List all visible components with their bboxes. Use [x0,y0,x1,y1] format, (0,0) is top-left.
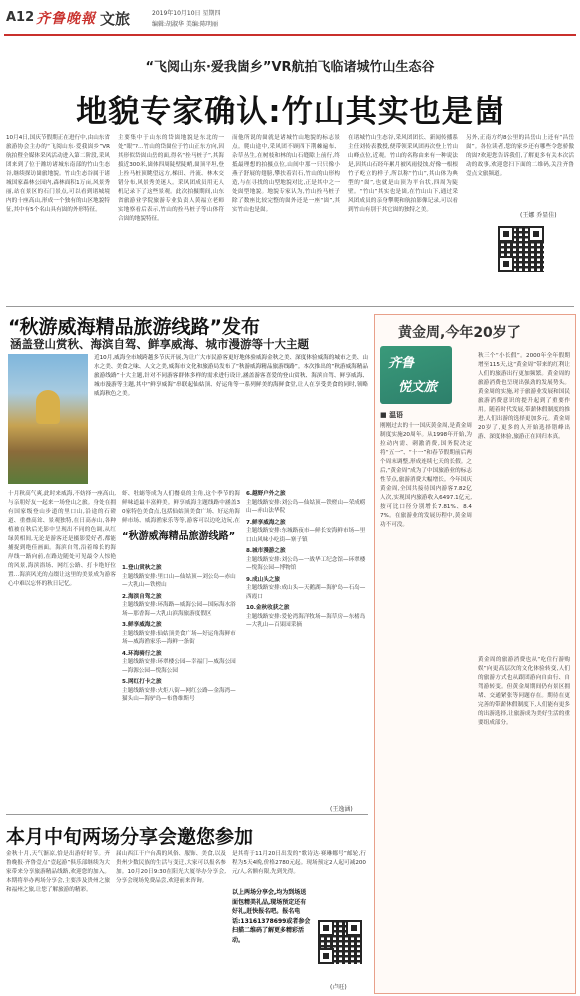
route-text: 主题线路安排:环翠楼公园—幸福门—威海公园—海源公园—悦海公园 [122,659,236,674]
article3-headline: 本月中旬两场分享会邀您参加 [6,826,254,848]
route-title: 10.金秋收获之旅 [246,605,290,611]
article3-body-col-2: 届山西江干户台禹的风俗、服饰、美食,以及贵州少数民族的生活与变迁,大家可以报名参加。10月20日9:30在阳光大厦举办分享会,分享会现场免费品尝,欢迎前来咨询。 [116,851,226,884]
article3-promo: 以上两场分享会,均为到场送面包精美礼品,现场预定还有好礼,赶快报名吧。报名电话:13161378699或者参会扫描二维码了解更多精彩活动。 [232,889,311,944]
route-item [122,650,240,676]
header-rule [4,34,576,36]
article-body-col-4: 在诸城竹山生态谷,采风团团长、新闻传播系主任刘传表教授,便带领采风团再次登上竹山山峰点位,近观。竹山的名称由来有一种说法是,因其山石经年累月被风雨侵蚀,好像一根根竹子屹立的样子,所以称“竹山”,其山体为典型的“崮”,也就是山顶为平台状,四周为陡壁。“竹山”其实也是崮,在竹山山下,通过采风团成员的亲身攀爬和航拍影像记录,可以看到竹山有别于其它崮的独特之美。 [348,135,458,213]
article3-body-col-3: 是其将于11月20日出发的“歌诗达·赛琳娜号”邮轮,行程为5天4晚,价格2780元起。现场预定2人起可减200元/人,名额有限,先到先得。 [232,851,366,875]
route-text: 主题线路安排:刘公岛—一战华工纪念馆—环翠楼—悦海公园—博物馆 [246,556,366,571]
route-text: 主题线路安排:仙姑顶美食广场—好运角海鲜市场—威海渔家乐—海鲜一条街 [122,630,236,645]
article2-intro: 近10月,威海全市域跨越多节庆开展,为让广大市民游客更好地体验威海金秋之美、深度体验威海的城市之美、山水之美、美食之味、人文之美,威海市文化和旅游局发布了“秋游威海精品旅游线路”。本次推出的“秋游威海精品旅游线路”十大主题,针对不同游客群体多样的需求进行设计,涵盖游客喜爱的登山赏秋、海滨自驾、鲜享威海、城市漫游等主题,其中“鲜享威海”串联起仙姑顶、好运角等一系列鲜美的海鲜食堂,让人在享受美食的同时,领略威海秋色之美。 [94,355,368,397]
route-item [246,604,366,630]
route-title: 5.网红打卡之旅 [122,679,162,685]
route-text: 主题线路安排:爱伦湾海洋牧场—海草房—东楮岛—大乳山—百果园采摘 [246,613,366,628]
route-item [122,621,240,647]
article2-headline-text: 秋游威海精品旅游线路”发布 [19,316,260,338]
section-name: 文旅 [100,10,131,28]
route-item [246,576,366,602]
column-author [380,410,403,420]
route-text: 主题线路安排:成山头—天鹅湖—海驴岛—石岛—西霞口 [246,585,366,600]
column-body-col-b: 秋三个“小长假”。2000年全年假期增至115天,这“黄金周”带来的红利让人们的旅游出行更加频繁。黄金周的旅游消费也呈现出强劲的发展势头。黄金周的实施,对于旅游业发展和国民旅游消费意识的提升起到了重要作用。随着时代发展,带薪休假制度的推进,人们出游的选择更加多元。黄金周20岁了,更多的人开始选择错峰出游、深度体验,旅游正在回归本真。 [478,353,570,440]
route-text: 主题线路安排:环海路—威海公园—国际海水浴场—那香海—大乳山滨海旅游度假区 [122,602,236,617]
routes-box-title: “秋游威海精品旅游线路” [122,531,236,542]
article-body-col-3: 而他所说的崮就是诸城竹山地貌的标志景点。爬山途中,采风团不顾四下荆棘遍布、杂草丛生,在树枝和林的山石缝隙上前行,终抵最理想的拍摄点位,山间中那一只只像小燕子舒展的翅膀,攀扶着岩石,竹山的山形构造,与在寻找的山型地貌对比,正是其中之一处崮型地貌。地貌专家认为,竹山拴马桩子除了数座比较完整的崮外还是一座“崮”,其实竹山也是崮。 [232,135,340,213]
route-item [122,593,240,619]
article2-body-col-1: 十月秋高气爽,此时来威海,不妨择一座高山,与亲朋好友一起来一场登山之旅。身处在拥有国家级登山步道的里口山,沿途的石磴道、重叠高耸、景观独特,在日高赤山,各种植被在秋后光影中呈现出不同的色调,从红绿黄相间,无论是游客还是摄影爱好者,都能捕捉到绝佳画面。海滨自驾,沿着绵长的海岸线一路向前,在路边随处可见最令人惊艳的风景,海滨浴场、网红公路、打卡绝好位置…海滨风光的点缀让这里的美景成为游客心中难以忘怀的秋日记忆。 [8,491,116,587]
page-number: A12 [6,10,35,25]
route-text: 主题线路安排:刘公岛—仙姑顶—铁槎山—荣成崂山—赤山法华院 [246,499,366,514]
article2-body-col-2: 虾、牡蛎等成为人们餐桌的主角,这个季节的海鲜味道最丰富鲜美。鲜享威海主题线路中涵盖30家特色美食点,包括仙姑顶美食广场、好运角海鲜市场、威海渔家乐等等,游客可以边吃边玩,在 [122,491,240,524]
article-body-col-5: 另外,正南方约8公里的昌岳山上还有“昌岳崮”。各位读者,您的家乡还有哪些令您骄傲的崮?欢迎您告诉我们,了解更多有关本次活动的故事,欢迎您扫下面的二维码,关注齐鲁壹点文旅频道。 [466,135,574,177]
article2-subhead: 涵盖登山赏秋、海滨自驾、鲜享威海、城市漫游等十大主题 [10,337,309,351]
qr-code[interactable] [498,226,544,272]
article3-byline: (卢旺) [330,984,347,991]
article2-headline-prefix: “ [8,316,20,338]
section-divider [6,306,574,307]
routes-list-right [246,490,366,633]
article2-photo [8,354,88,484]
article-byline: (王娜 乔显佳) [520,212,557,219]
route-text: 主题线路安排:火炬八街—网红公路—金海湾—猫头山—海驴岛—布鲁维斯号 [122,687,236,702]
statue-shape [36,390,60,424]
article-kicker: “飞阅山东·爱我崮乡”VR航拍飞临诸城竹山生态谷 [145,60,435,75]
editors-line: 编辑:胡淑华 美编:陈明丽 [152,21,218,28]
newspaper-logo: 齐鲁晚報 [36,11,96,27]
route-item [246,519,366,545]
routes-list-left [122,564,240,707]
route-title: 1.登山赏秋之旅 [122,565,162,571]
article-body-col-2: 主要集中于山东的岱崮地貌是东北的一处“眼”?…竹山的岱崮位于竹山正东方向,因其形似岱崮山岳的面,得名“拴马桩子”,其海拔近300米,崮体四周陡壁陡峭,崮顶平坦,登上拴马桩顶眺望远方,梯田、丹流、林木交错分布,风景秀美迷人。采风团成员用无人机记录下了这些景观。此次拍摄期间,山东省旅游业学院旅游专业负责人黄福立老师实地察看后表示,竹山的拴马桩子等山体符合崮的地貌特征。 [118,135,224,222]
route-item [246,490,366,516]
route-item [246,547,366,573]
route-title: 2.海滨自驾之旅 [122,593,162,600]
issue-date: 2019年10月10日 星期四 [152,10,221,17]
route-title: 4.环海骑行之旅 [122,650,162,657]
column-body-col-a: 刚刚过去的十一国庆黄金周,是黄金周制度实施20周年。从1998年开始,为拉动内需、刺激消费,国务院决定将“五一”、“十一”和春节假期前后两个周末调整,形成连续七天的长假。之后,“黄金周”成为了中国旅游业的标志性节点,旅游消费大幅增长。今年国庆黄金周,全国共接待国内游客7.82亿人次,实现国内旅游收入6497.1亿元,按可比口径分别增长7.81%、8.47%。在旅游业的发展历程中,黄金周功不可没。 [380,423,472,528]
column-logo-line-2: 悦文旅 [398,380,438,395]
page-header [0,0,580,36]
article-headline: 地貌专家确认:竹山其实也是崮 [76,94,506,130]
author-marker-icon: ■ [380,411,390,419]
section-divider [6,814,368,815]
column-title: 黄金周,今年20岁了 [398,325,521,341]
article3-body-col-1: 金秋十月,天气渐凉,恰是出游好时节。齐鲁晚报·齐鲁壹点“壹起游”俱乐部继续为大家带来分享旅游精品线路,欢迎您的加入。本期将举办两场分享会,主要涉及贵州之旅和福州之旅,让您了解旅游的精彩。 [6,851,110,893]
route-text: 主题线路安排:东城路夜市—鲜长安海鲜市场—里口山风味小吃街—寨子镇 [246,528,366,543]
qr-code[interactable] [318,920,362,964]
article2-byline: (王逸涵) [330,806,353,813]
article-body-col-1: 10月4日,国庆节假期正在进行中,由山东省旅游协会主办的“飞阅山东·爱我崮乡”VR航拍暨全媒体采风活动进入第二阶段,采风团来到了位于潍坊诸城东南部的竹山生态谷,继续探访崮旅地貌。竹山生态谷属于诸城国家森林公园内,森林面积1万亩,风景秀丽,站在景区的石门景点,可以看到诸城境内的十座高山,形成一个独有的山区地貌特征,其中有5个名山具有崮的外形特征。 [6,135,110,213]
route-title: 8.城市漫游之旅 [246,548,286,554]
route-title: 6.越野户外之旅 [246,491,286,497]
column-body-col-c: 黄金周的旅游消费也从“吃住行游购娱”向更高层次的文化体验转变,人们的旅游方式也从跟团游向自由行、自驾游转变。但黄金周期间仍有景区拥堵、交通紧张等问题存在。期待在更完善的带薪休假制度下,人们能有更多的出游选择,让旅游成为美好生活的重要组成部分。 [478,657,570,726]
route-title: 7.鲜享威海之旅 [246,519,286,526]
route-title: 9.成山头之旅 [246,576,280,583]
route-text: 主题线路安排:里口山—仙姑顶—刘公岛—赤山—大乳山—铁槎山 [122,573,236,588]
column-author-name: 温语 [389,411,404,419]
column-logo [380,346,452,404]
route-title: 3.鲜享威海之旅 [122,622,162,628]
article2-headline [8,312,368,339]
route-item [122,564,240,590]
column-logo-line-1: 齐鲁 [388,356,415,371]
route-item [122,678,240,704]
